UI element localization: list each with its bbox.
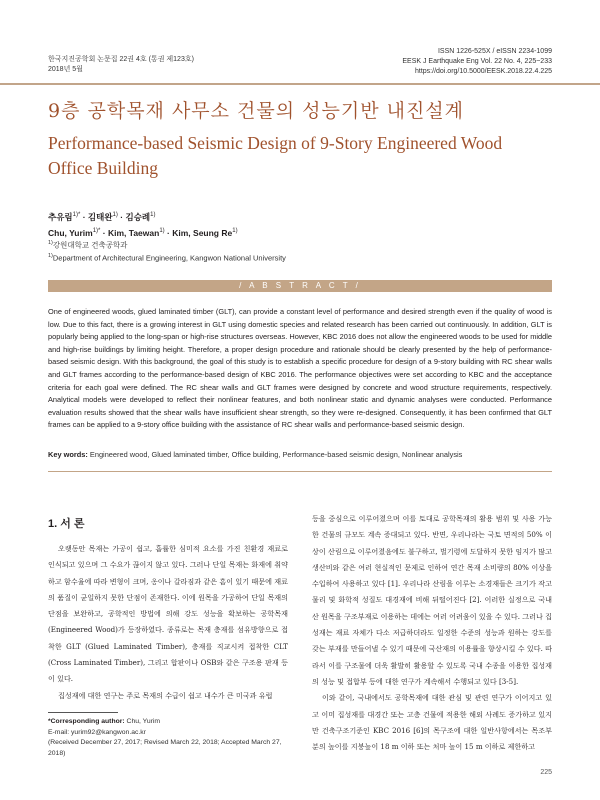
section-title: 1. 서 론: [48, 518, 85, 530]
author-separator: ·: [167, 227, 170, 238]
header-rule: [0, 83, 600, 85]
author-name: 김태완: [87, 211, 113, 222]
author-name: 추유림: [48, 211, 73, 222]
title-english: Performance-based Seismic Design of 9-Story Engineered Wood Office Building: [48, 133, 503, 178]
issn: ISSN 1226-525X / eISSN 2234-1099: [437, 48, 552, 55]
affiliation-english: $^{1)}$Department of Architectural Engineering, Kangwon National University: [48, 252, 286, 262]
author-mark: 1)*: [72, 212, 81, 218]
paragraph: 등을 중심으로 이루어졌으며 이를 토대로 공학목재의 활용 범위 및 사용 가능한 건물의 규모도 계속 증대되고 있다. 반면, 우리나라는 국토 면적의 50% 이상이 산림으로 이루어졌음에도 불구하고, 벌기령에 도달하지 못한 임지가 많고 생산비와 같은 여러 현실적인 문제로 인하여 연간 목재 소비량의 80% 이상을 수입하여 사용하고 있다 [1]. 우리나라 산림을 이루는 소경재들은 크기가 작고 물리 및 화학적 성질도 대경재에 비해 뒤떨어진다 [2]. 이러한 실정으로 국내산 원목을 구조부재로 이용하는 데에는 여러 어려움이 있을 수 있다. 그러나 집성재는 재료 자체가 다소 저급하더라도 일정한 수준의 성능과 원하는 강도를 갖는 부재를 만들어낼 수 있기 때문에 국산재의 이용률을 향상시킬 수 있다. 따라서 이를 구조물에 더욱 활발히 활용할 수 있도록 국내 수종을 이용한 집성재의 성능 및 접합부 등에 대한 연구가 계속해서 수행되고 있다 [3-5].: [312, 514, 552, 686]
affiliation-mark: 1): [48, 240, 53, 246]
body-column-left: [48, 541, 288, 704]
keywords-label: Key words:: [48, 450, 88, 459]
corresponding-author: [48, 717, 288, 728]
author-name: Chu, Yurim: [48, 227, 93, 238]
journal-name: 한국지진공학회 논문집 22권 4호 (통권 제123호): [48, 56, 194, 63]
paragraph: 집성재에 대한 연구는 주로 목재의 수급이 쉽고 내수가 큰 미국과 유럽: [58, 690, 273, 700]
received-dates: (Received December 27, 2017; Revised March 22, 2018; Accepted March 27, 2018): [48, 739, 282, 757]
paragraph: 오랫동안 목재는 가공이 쉽고, 흡률한 심미적 요소를 가진 친환경 재료로 인식되고 있으며 그 수요가 끊이지 않고 있다. 그러나 단일 목재는 화재에 취약하고 함수율에 따라 변형이 크며, 옹이나 갈라짐과 같은 흠이 있기 때문에 재료의 품질이 균일하지 못한 단점이 존재한다. 이에 원목을 가공하여 단일 목재의 단점을 보완하고, 공학적인 방법에 의해 강도 성능을 확보하는 공학목재 (Engineered Wood)가 등장하였다. 종류로는 목재 층재를 섬유방향으로 접착한 GLT (Glued Laminated Timber), 층재를 직교시켜 접착한 CLT (Cross Laminated Timber), 그리고 합판이나 OSB와 같은 구조용 판재 등이 있다.: [48, 544, 288, 684]
affiliation-korean: $^{1)}$강원대학교 건축공학과: [48, 240, 128, 250]
author-separator: ·: [82, 211, 86, 222]
author-separator: ·: [102, 227, 106, 238]
journal-info: [48, 55, 194, 75]
abstract-rule: [48, 471, 552, 472]
journal-volume: EESK J Earthquake Eng Vol. 22 No. 4, 225~233: [402, 58, 552, 65]
authors-korean: [48, 208, 238, 224]
author-mark: 1): [112, 212, 118, 218]
body-column-right: [312, 511, 552, 755]
email[interactable]: E-mail: yurim92@kangwon.ac.kr: [48, 728, 146, 736]
footnote-rule: [48, 712, 118, 713]
author-name: Kim, Seung Re: [172, 227, 233, 238]
author-name: Kim, Taewan: [107, 227, 160, 238]
affiliation-mark: 1): [48, 252, 53, 259]
author-separator: ·: [120, 211, 124, 222]
abstract-label: / A B S T R A C T /: [48, 280, 552, 292]
journal-ids: [402, 47, 552, 77]
author-mark: 1): [232, 227, 238, 234]
corresponding-label: *Corresponding author:: [48, 718, 125, 725]
affiliation: [48, 238, 286, 263]
footnote: [48, 717, 288, 759]
journal-date: 2018년 5월: [48, 66, 83, 73]
keywords: [48, 449, 552, 461]
corresponding-name: Chu, Yurim: [126, 718, 161, 725]
page-number: 225: [540, 769, 552, 776]
author-mark: 1): [150, 212, 156, 218]
paragraph: 이와 같이, 국내에서도 공학목재에 대한 관심 및 관련 연구가 이어지고 있고 이미 집성재를 대경간 또는 고층 건물에 적용한 해외 사례도 증가하고 있지만 건축구조기준인 KBC 2016 [6]의 목구조에 대한 일반사항에서는 목조부분의 높이를 지붕높이 18 m 이하 또는 처마 높이 15 m 이하로 제한하고: [312, 693, 552, 752]
author-mark: 1)*: [92, 227, 101, 234]
author-list: [48, 208, 238, 240]
doi-link[interactable]: https://doi.org/10.5000/EESK.2018.22.4.225: [415, 68, 552, 75]
author-name: 김승례: [125, 211, 151, 222]
keywords-list: Engineered wood, Glued laminated timber, Office building, Performance-based seismic design, Nonlinear analysis: [89, 450, 463, 459]
title-korean: 9층 공학목재 사무소 건물의 성능기반 내진설계: [48, 100, 465, 122]
author-mark: 1): [159, 227, 165, 234]
abstract-text: One of engineered woods, glued laminated timber (GLT), can provide a constant level of performance and desired strength even if the quality of wood is low. Due to this fact, there is a growing interest in GLT using domestic species and related research has been carried out continuously. In addition, GLT is popularly being applied to the long-span or high-rise structures overseas. However, KBC 2016 does not allow the engineered woods to be used for middle and high-rise buildings by limiting height. Therefore, a proper design procedure and rationale should be clearly presented by the help of performance-based seismic design. With this background, the goal of this study is to establish a specific procedure for design of a 9-story building with RC shear walls and GLT frames according to the performance-based design of KBC 2016. The performance objectives were set according to KBC and the acceptance criteria for each goal were defined. The RC shear walls and GLT frames were designed by concrete and wood structure requirements, respectively. Analytical models were developed to reflect their nonlinear features, and both nonlinear static and dynamic analyses were conducted. Performance evaluation results showed that the shear walls have insufficient shear strength, so they were re-designed. Consequently, it has been confirmed that GLT frames can be applied to a 9-story office building with the assistance of RC shear walls and performance-based seismic design.: [48, 307, 552, 430]
